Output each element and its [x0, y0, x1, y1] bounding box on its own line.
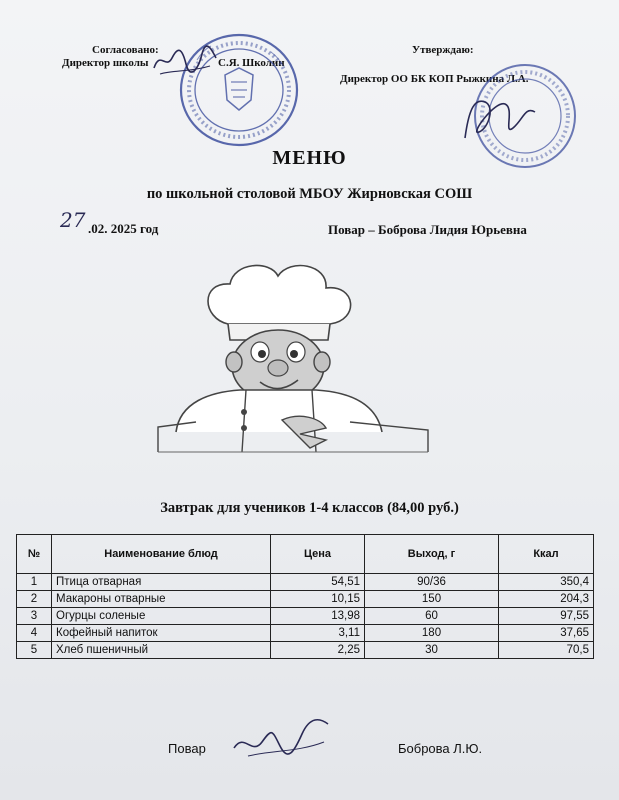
row-kcal: 97,55	[499, 608, 594, 625]
table-row	[17, 642, 594, 659]
row-dish-name: Огурцы соленые	[52, 608, 271, 625]
row-price: 3,11	[271, 625, 365, 642]
row-kcal: 350,4	[499, 574, 594, 591]
chef-illustration	[150, 262, 440, 462]
row-kcal: 204,3	[499, 591, 594, 608]
table-header-row	[17, 535, 594, 574]
row-num: 1	[17, 574, 52, 591]
header-num: №	[17, 535, 52, 574]
school-director-signature	[150, 40, 220, 80]
row-price: 54,51	[271, 574, 365, 591]
footer-cook-name: Боброва Л.Ю.	[398, 741, 483, 756]
footer-cook-label: Повар	[168, 741, 206, 756]
director-school-name: С.Я. Школин	[218, 57, 285, 69]
row-dish-name: Кофейный напиток	[52, 625, 271, 642]
meal-title: Завтрак для учеников 1-4 классов (84,00 руб.)	[160, 500, 459, 516]
page-title: МЕНЮ	[272, 147, 347, 169]
table-row	[17, 608, 594, 625]
row-dish-name: Птица отварная	[52, 574, 271, 591]
row-price: 13,98	[271, 608, 365, 625]
menu-table	[16, 534, 594, 659]
approve-label: Утверждаю:	[412, 44, 474, 56]
cook-signature	[228, 712, 338, 762]
row-dish-name: Хлеб пшеничный	[52, 642, 271, 659]
director-oo-label: Директор ОО БК КОП Рыжкина Л.А.	[340, 73, 529, 85]
header-yield: Выход, г	[365, 535, 499, 574]
row-dish-name: Макароны отварные	[52, 591, 271, 608]
table-row	[17, 574, 594, 591]
row-kcal: 37,65	[499, 625, 594, 642]
row-num: 3	[17, 608, 52, 625]
row-yield: 150	[365, 591, 499, 608]
row-kcal: 70,5	[499, 642, 594, 659]
oo-director-signature	[455, 88, 545, 148]
row-yield: 30	[365, 642, 499, 659]
page-subtitle: по школьной столовой МБОУ Жирновская СОШ	[146, 186, 473, 202]
header-price: Цена	[271, 535, 365, 574]
date-printed: .02. 2025 год	[88, 221, 159, 236]
row-num: 2	[17, 591, 52, 608]
row-num: 5	[17, 642, 52, 659]
table-row	[17, 625, 594, 642]
row-yield: 90/36	[365, 574, 499, 591]
table-row	[17, 591, 594, 608]
row-num: 4	[17, 625, 52, 642]
row-price: 2,25	[271, 642, 365, 659]
agreed-label: Согласовано:	[92, 44, 159, 56]
header-dish-name: Наименование блюд	[52, 535, 271, 574]
row-yield: 60	[365, 608, 499, 625]
row-price: 10,15	[271, 591, 365, 608]
header-kcal: Ккал	[499, 535, 594, 574]
cook-line: Повар – Боброва Лидия Юрьевна	[328, 222, 527, 237]
row-yield: 180	[365, 625, 499, 642]
date-handwritten-day: 27	[60, 208, 86, 232]
director-school-label: Директор школы	[62, 57, 149, 69]
